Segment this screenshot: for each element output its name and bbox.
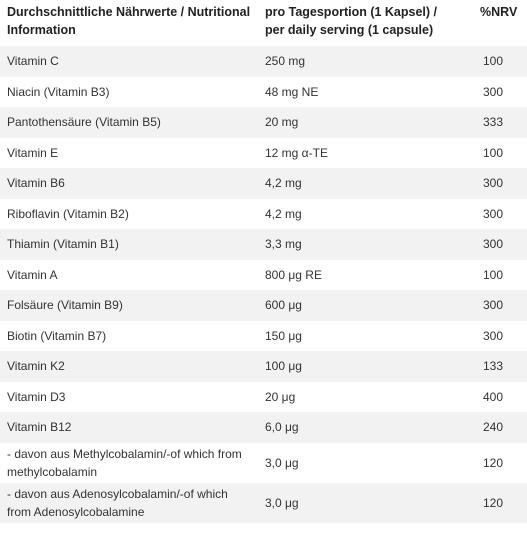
- nutrient-amount: 20 μg: [265, 389, 296, 404]
- nutrient-name: Niacin (Vitamin B3): [7, 84, 110, 99]
- nutrient-name: Riboflavin (Vitamin B2): [7, 206, 129, 221]
- nutrient-name: - davon aus Adenosylcobalamin/-of which from Adenosylcobalamine: [7, 486, 228, 519]
- nutrient-name: Folsäure (Vitamin B9): [7, 298, 123, 313]
- nutrient-amount: 48 mg NE: [265, 84, 319, 99]
- nutrient-nrv: 333: [482, 115, 503, 130]
- nutrient-nrv: 100: [482, 267, 503, 282]
- table-header: [0, 0, 527, 46]
- nutrient-nrv: 300: [482, 206, 503, 221]
- table-row: [0, 483, 527, 523]
- nutrient-nrv: 300: [482, 237, 503, 252]
- nutrient-amount: 3,0 μg: [265, 495, 299, 510]
- nutrient-amount: 100 μg: [265, 359, 302, 374]
- nutrient-nrv: 100: [482, 145, 503, 160]
- nutrient-amount: 4,2 mg: [265, 176, 302, 191]
- nutrient-nrv: 300: [482, 298, 503, 313]
- table-row: [0, 260, 527, 291]
- header-nrv: %NRV: [480, 5, 518, 19]
- header-nutritional-information: Durchschnittliche Nährwerte / Nutritional Information: [7, 5, 251, 37]
- table-row: [0, 412, 527, 443]
- nutrient-nrv: 100: [482, 54, 503, 69]
- table-row: [0, 229, 527, 260]
- nutrient-amount: 150 μg: [265, 328, 302, 343]
- nutrient-name: Vitamin E: [7, 145, 59, 160]
- nutrient-amount: 800 μg RE: [265, 267, 322, 282]
- nutrient-name: Vitamin C: [7, 54, 59, 69]
- nutrient-amount: 12 mg α-TE: [265, 145, 328, 160]
- nutrient-amount: 3,3 mg: [265, 237, 302, 252]
- table-row: [0, 351, 527, 382]
- table-row: [0, 199, 527, 230]
- nutrient-amount: 600 μg: [265, 298, 302, 313]
- nutrient-name: - davon aus Methylcobalamin/-of which from methylcobalamin: [7, 446, 242, 479]
- table-row: [0, 46, 527, 77]
- nutrient-nrv: 300: [482, 84, 503, 99]
- table-row: [0, 290, 527, 321]
- nutrient-nrv: 133: [482, 359, 503, 374]
- table-row: [0, 382, 527, 413]
- nutrient-name: Pantothensäure (Vitamin B5): [7, 115, 161, 130]
- nutrient-name: Vitamin D3: [7, 389, 66, 404]
- nutrient-nrv: 400: [482, 389, 503, 404]
- nutrient-nrv: 120: [482, 495, 503, 510]
- nutrient-name: Vitamin B12: [7, 420, 72, 435]
- table-row: [0, 168, 527, 199]
- nutrient-nrv: 300: [482, 328, 503, 343]
- nutrient-amount: 250 mg: [265, 54, 306, 69]
- table-row: [0, 321, 527, 352]
- nutrient-name: Biotin (Vitamin B7): [7, 328, 107, 343]
- nutrient-name: Vitamin A: [7, 267, 58, 282]
- table-row: [0, 107, 527, 138]
- nutrient-nrv: 240: [482, 420, 503, 435]
- nutrient-nrv: 300: [482, 176, 503, 191]
- nutrient-name: Vitamin B6: [7, 176, 65, 191]
- nutrient-amount: 4,2 mg: [265, 206, 302, 221]
- nutrient-name: Thiamin (Vitamin B1): [7, 237, 119, 252]
- header-daily-serving: pro Tagesportion (1 Kapsel) / per daily serving (1 capsule): [265, 5, 438, 37]
- nutrient-name: Vitamin K2: [7, 359, 65, 374]
- table-row: [0, 138, 527, 169]
- table-row: [0, 77, 527, 108]
- nutrient-amount: 6,0 μg: [265, 420, 299, 435]
- nutrient-amount: 20 mg: [265, 115, 299, 130]
- nutrient-nrv: 120: [482, 455, 503, 470]
- nutrient-amount: 3,0 μg: [265, 455, 299, 470]
- table-row: [0, 443, 527, 483]
